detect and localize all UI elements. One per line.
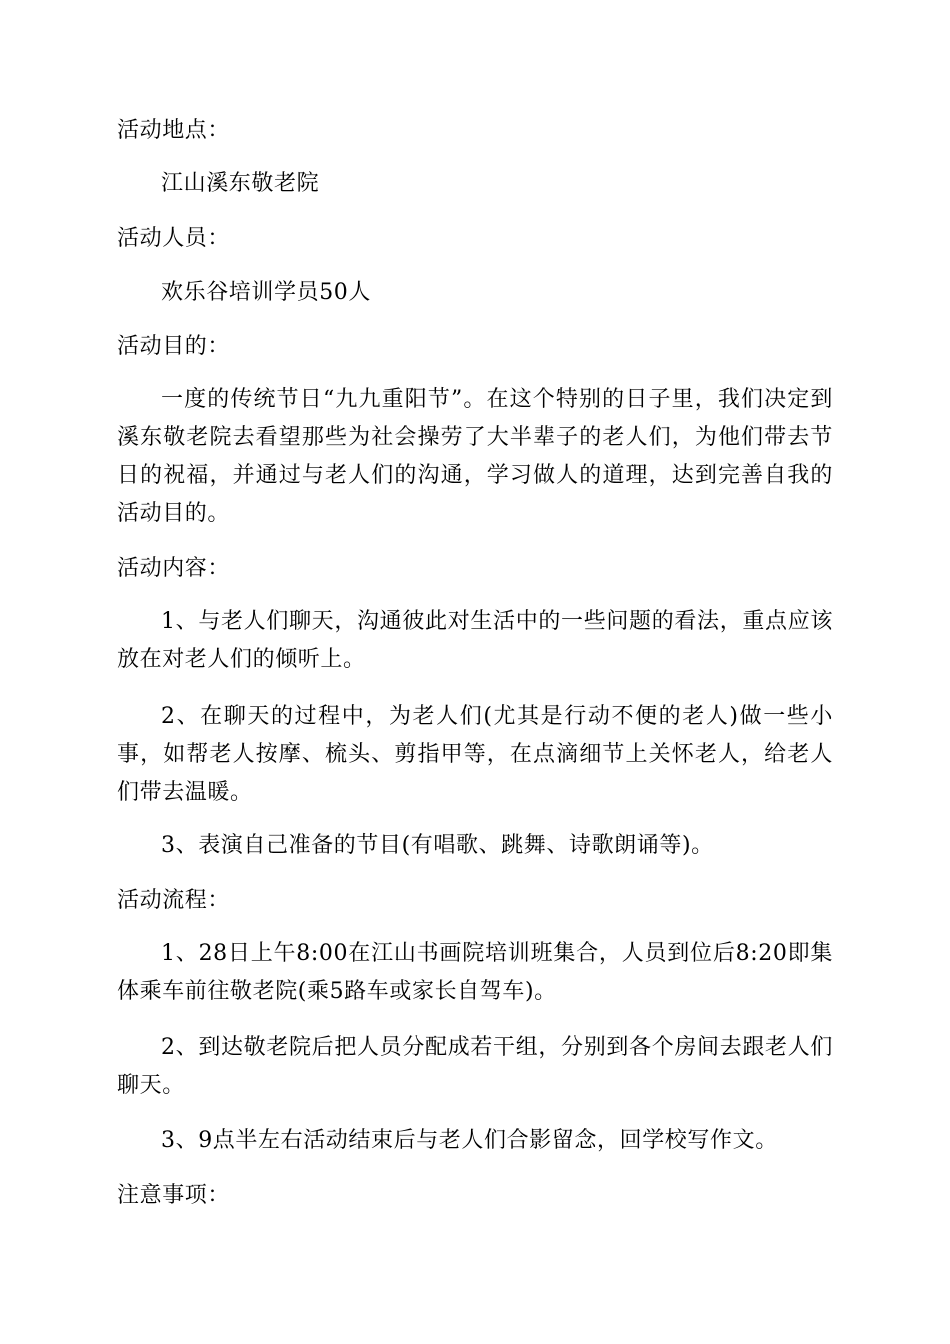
process-item-3: 3、9点半左右活动结束后与老人们合影留念，回学校写作文。 xyxy=(161,1128,778,1153)
people-heading: 活动人员： xyxy=(117,226,231,251)
purpose-paragraph: 一度的传统节日“九九重阳节”。在这个特别的日子里，我们决定到溪东敬老院去看望那些为社会操劳了大半辈子的老人们，为他们带去节日的祝福，并通过与老人们的沟通，学习做人的道理，达到完善自我的活动目的。 xyxy=(117,387,833,526)
process-item-2: 2、到达敬老院后把人员分配成若干组，分别到各个房间去跟老人们聊天。 xyxy=(117,1035,833,1098)
process-item-1: 1、28日上午8:00在江山书画院培训班集合，人员到位后8:20即集体乘车前往敬老院(乘5路车或家长自驾车)。 xyxy=(117,941,833,1004)
location-text: 江山溪东敬老院 xyxy=(161,171,320,196)
content-item-2: 2、在聊天的过程中，为老人们(尤其是行动不便的老人)做一些小事，如帮老人按摩、梳头、剪指甲等，在点滴细节上关怀老人，给老人们带去温暖。 xyxy=(117,704,833,805)
notes-heading: 注意事项： xyxy=(117,1183,231,1208)
content-heading: 活动内容： xyxy=(117,556,231,581)
location-heading: 活动地点： xyxy=(117,118,231,143)
content-item-1: 1、与老人们聊天，沟通彼此对生活中的一些问题的看法，重点应该放在对老人们的倾听上。 xyxy=(117,609,833,672)
people-text: 欢乐谷培训学员50人 xyxy=(161,280,371,305)
process-heading: 活动流程： xyxy=(117,888,231,913)
purpose-heading: 活动目的： xyxy=(117,334,231,359)
content-item-3: 3、表演自己准备的节目(有唱歌、跳舞、诗歌朗诵等)。 xyxy=(161,833,714,858)
